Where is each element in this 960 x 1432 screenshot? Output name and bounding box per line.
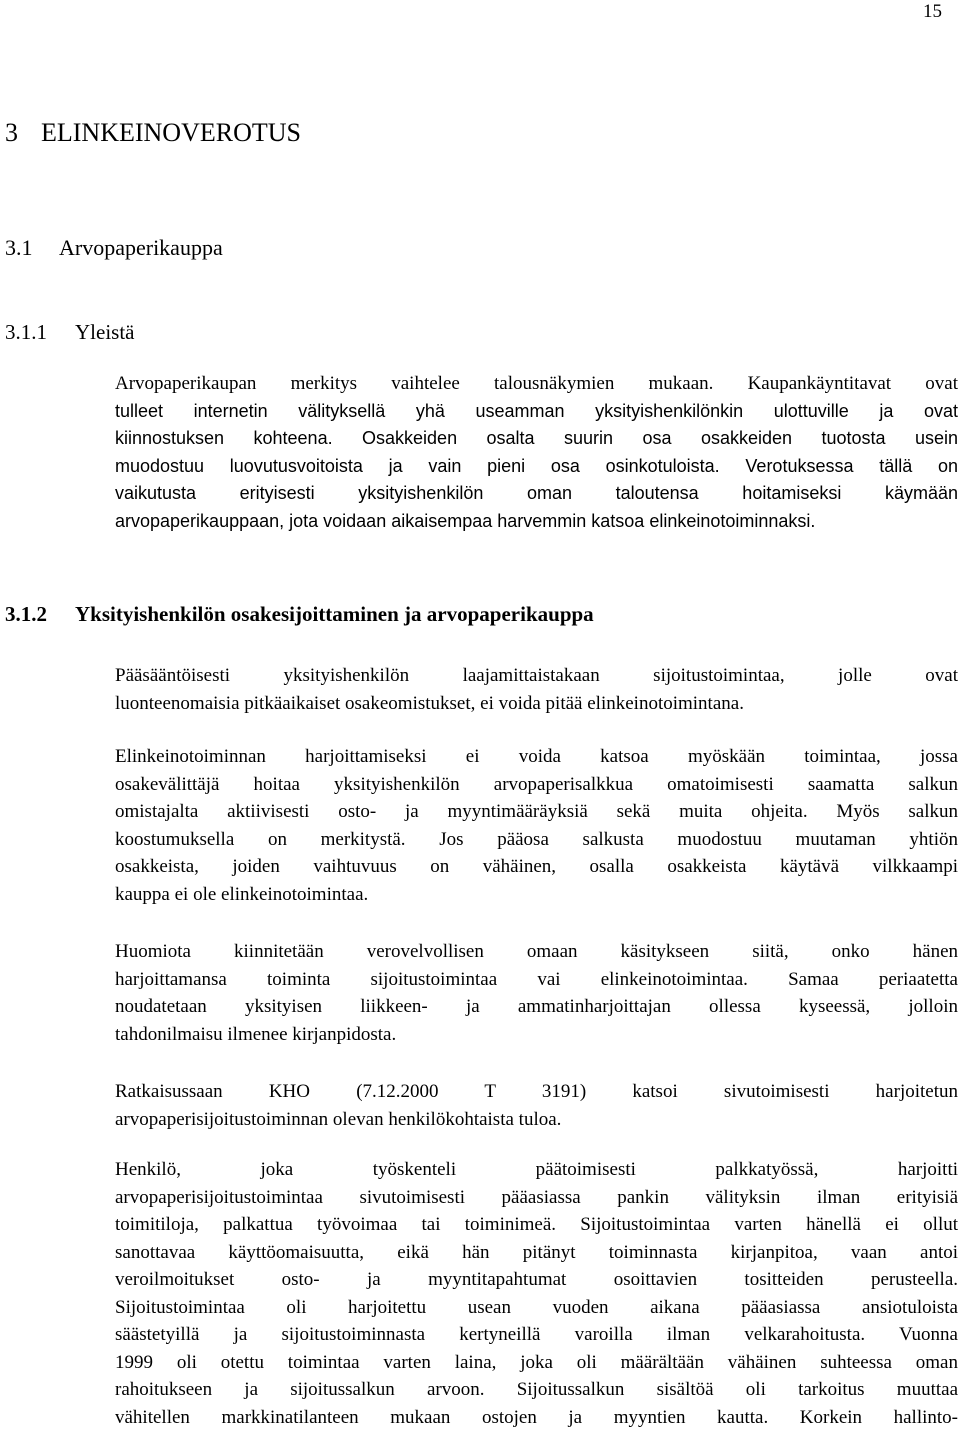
subsection-heading-yleista [5,318,134,346]
paragraph-line: arvopaperisijoitustoiminnan olevan henkilökohtaista tuloa. [115,1108,562,1130]
paragraph-line: veroilmoitukset osto- ja myyntitapahtumat osoittavien tositteiden perusteella. [115,1269,958,1290]
chapter-title: ELINKEINOVEROTUS [41,118,301,147]
subsection-number: 3.1.2 [5,602,47,626]
paragraph-line: omistajalta aktiivisesti osto- ja myyntimääräyksiä sekä muita ohjeita. Myös salkun [115,801,958,822]
paragraph-line: tahdonilmaisu ilmenee kirjanpidosta. [115,1023,397,1045]
paragraph-general [115,370,958,535]
section-number: 3.1 [5,235,33,260]
subsection-heading-yksityishenkilo [5,600,594,628]
paragraph-line: vaikutusta erityisesti yksityishenkilön oman taloutensa hoitamiseksi käymään [115,483,958,503]
paragraph-line: 1999 oli otettu toimintaa varten laina, joka oli määrältään vähäinen suhteessa oman [115,1351,958,1373]
paragraph-line: Huomiota kiinnitetään verovelvollisen omaan käsitykseen siitä, onko hänen [115,941,958,962]
paragraph-line: säästetyillä ja sijoitustoiminnasta kertyneillä varoilla ilman velkarahoitusta. Vuonna [115,1324,958,1345]
paragraph-line: Pääsääntöisesti yksityishenkilön laajamittaistakaan sijoitustoimintaa, jolle ovat [115,665,958,686]
chapter-heading [5,118,301,148]
section-heading [5,234,223,262]
section-title: Arvopaperikauppa [59,235,223,260]
subsection-number: 3.1.1 [5,320,47,344]
paragraph-case-description [115,1156,958,1431]
paragraph-line: Henkilö, joka työskenteli päätoimisesti palkkatyössä, harjoitti [115,1159,958,1180]
paragraph-line: osakkeista, joiden vaihtuvuus on vähäinen, osalla osakkeista käytävä vilkkaampi [115,856,958,877]
paragraph-line: kiinnostuksen kohteena. Osakkeiden osalta suurin osa osakkeiden tuotosta usein [115,428,958,448]
page-number: 15 [923,1,942,22]
paragraph-line: sanottavaa käyttöomaisuutta, eikä hän pitänyt toiminnasta kirjanpitoa, vaan antoi [115,1241,958,1263]
paragraph-line: koostumuksella on merkitystä. Jos pääosa salkusta muodostuu muutaman yhtiön [115,828,958,850]
subsection-title: Yksityishenkilön osakesijoittaminen ja arvopaperikauppa [75,602,594,626]
paragraph-line: vähitellen markkinatilanteen mukaan ostojen ja myyntien kautta. Korkein hallinto- [115,1406,958,1428]
subsection-title: Yleistä [75,320,135,344]
paragraph-line: arvopaperikauppaan, jota voidaan aikaisempaa harvemmin katsoa elinkeinotoiminnaksi. [115,510,816,531]
paragraph-line: rahoitukseen ja sijoitussalkun arvoon. Sijoitussalkun sisältöä oli tarkoitus muuttaa [115,1379,958,1400]
chapter-number: 3 [5,118,18,147]
paragraph-main-rule [115,662,958,717]
paragraph-line: tulleet internetin välityksellä yhä useamman yksityishenkilönkin ulottuville ja ovat [115,400,958,421]
paragraph-line: Sijoitustoimintaa oli harjoitettu usean vuoden aikana pääasiassa ansiotuloista [115,1296,958,1318]
paragraph-broker [115,743,958,908]
paragraph-line: muodostuu luovutusvoitoista ja vain pieni osa osinkotuloista. Verotuksessa tällä on [115,455,958,476]
paragraph-line: Arvopaperikaupan merkitys vaihtelee talousnäkymien mukaan. Kaupankäyntitavat ovat [115,373,958,394]
paragraph-kho-ruling [115,1078,958,1133]
paragraph-line: toimitiloja, palkattua työvoimaa tai toiminimeä. Sijoitustoimintaa varten hänellä ei ollut [115,1214,958,1235]
paragraph-line: Ratkaisussaan KHO (7.12.2000 T 3191) katsoi sivutoimisesti harjoitetun [115,1081,958,1102]
paragraph-line: kauppa ei ole elinkeinotoimintaa. [115,883,369,905]
paragraph-line: harjoittamansa toiminta sijoitustoimintaa vai elinkeinotoimintaa. Samaa periaatetta [115,968,958,990]
paragraph-line: luonteenomaisia pitkäaikaiset osakeomistukset, ei voida pitää elinkeinotoimintana. [115,692,744,714]
paragraph-line: osakevälittäjä hoitaa yksityishenkilön arvopaperisalkkua omatoimisesti saamatta salkun [115,773,958,795]
paragraph-taxpayer-view [115,938,958,1048]
paragraph-line: Elinkeinotoiminnan harjoittamiseksi ei voida katsoa myöskään toimintaa, jossa [115,746,958,767]
paragraph-line: noudatetaan yksityisen liikkeen- ja ammatinharjoittajan ollessa kyseessä, jolloin [115,996,958,1017]
paragraph-line: arvopaperisijoitustoimintaa sivutoimisesti pääasiassa pankin välityksin ilman erityisiä [115,1186,958,1208]
